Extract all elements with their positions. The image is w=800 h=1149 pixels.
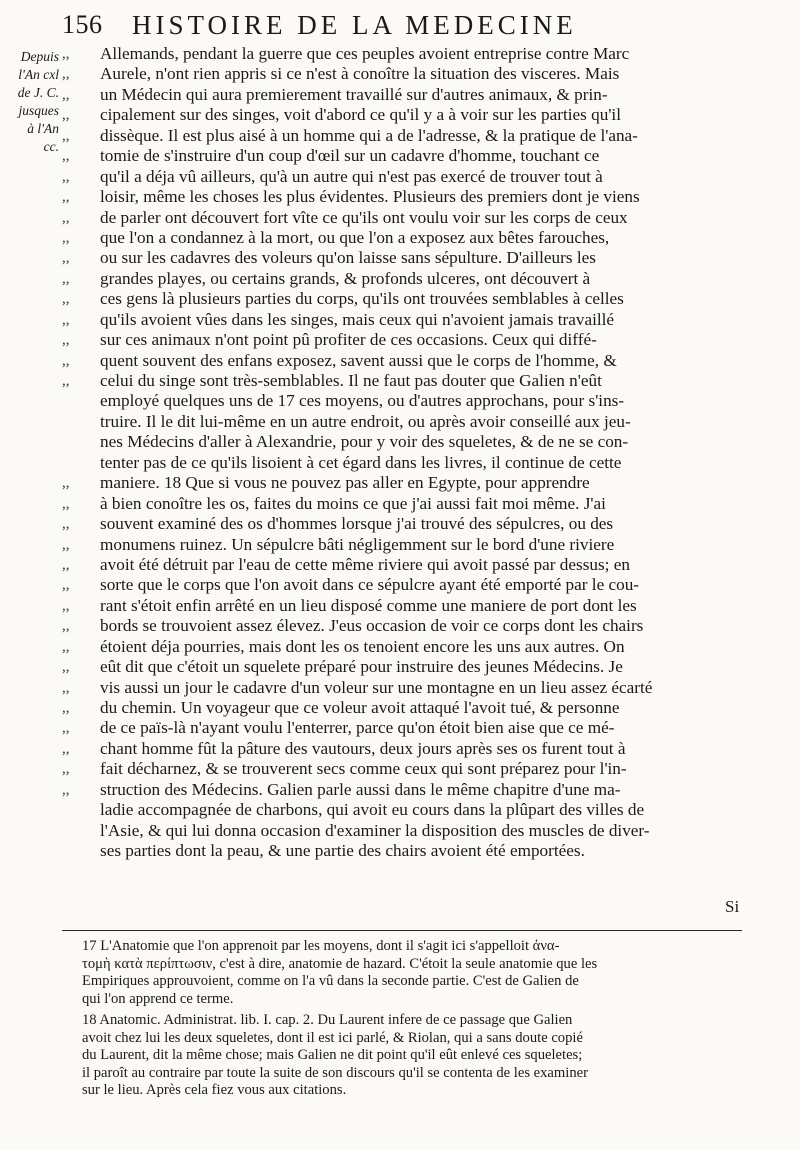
quotation-mark: ,, xyxy=(62,597,70,614)
quotation-mark: ,, xyxy=(62,373,70,389)
quotation-mark: ,, xyxy=(62,189,70,206)
text-line-content: monumens ruinez. Un sépulcre bâti négligemment sur le bord d'une riviere xyxy=(100,534,615,554)
text-line-content: fait décharnez, & se trouverent secs comme ceux qui sont préparez pour l'in- xyxy=(100,759,627,779)
quotation-mark: ,, xyxy=(62,679,70,696)
text-line xyxy=(100,432,740,452)
margin-note-line: Depuis xyxy=(20,49,59,64)
text-line xyxy=(62,166,740,187)
quotation-mark: ,, xyxy=(62,720,70,737)
text-line xyxy=(62,595,740,616)
quotation-mark: ,, xyxy=(62,311,70,328)
text-line-content: maniere. 18 Que si vous ne pouvez pas aller en Egypte, pour apprendre xyxy=(100,473,590,493)
text-line xyxy=(62,248,740,268)
text-line-content: employé quelques uns de 17 ces moyens, ou d'autres approchans, pour s'ins- xyxy=(100,391,625,411)
text-line-content: qu'il a déja vû ailleurs, qu'à un autre qui n'est pas exercé de trouver tout à xyxy=(100,166,603,186)
text-line-content: que l'on a condannez à la mort, ou que l'on a exposez aux bêtes farouches, xyxy=(100,227,610,247)
text-line xyxy=(62,84,740,105)
margin-note-line: jusques xyxy=(18,103,59,118)
margin-note xyxy=(3,48,59,156)
text-line-content: truire. Il le dit lui-même en un autre endroit, ou après avoir conseillé aux jeu- xyxy=(100,411,631,431)
footnote-line: 17 L'Anatomie que l'on apprenoit par les moyens, dont il s'agit ici s'appelloit ἀνα- xyxy=(82,938,560,954)
body-text xyxy=(62,44,740,862)
quotation-mark: ,, xyxy=(62,761,70,778)
text-line-content: bords se trouvoient assez élevez. J'eus occasion de voir ce corps dont les chairs xyxy=(100,616,644,636)
text-line xyxy=(62,207,740,228)
text-line xyxy=(62,493,740,514)
text-line-content: grandes playes, ou certains grands, & profonds ulceres, ont découvert à xyxy=(100,268,591,288)
text-line xyxy=(62,105,740,125)
quotation-mark: ,, xyxy=(62,740,70,757)
footnotes xyxy=(82,938,747,1100)
footnote-line: du Laurent, dit la même chose; mais Galien ne dit point qu'il eût enlevé ces squeletes; xyxy=(82,1047,583,1063)
text-line-content: de parler ont découvert fort vîte ce qu'ils ont voulu voir sur les corps de ceux xyxy=(100,207,628,227)
text-line-content: de ce païs-là n'ayant voulu l'enterrer, parce qu'on étoit bien aise que ce mé- xyxy=(100,718,615,738)
text-line-content: tenter pas de ce qu'ils lisoient à cet égard dans les livres, il continue de cette xyxy=(100,452,622,472)
footnote-line: Empiriques approuvoient, comme on l'a vû dans la seconde partie. C'est de Galien de xyxy=(82,973,579,989)
quotation-mark: ,, xyxy=(62,107,70,124)
text-line xyxy=(62,779,740,800)
text-line-content: l'Asie, & qui lui donna occasion d'examiner la disposition des muscles de diver- xyxy=(100,820,650,840)
quotation-mark: ,, xyxy=(62,291,70,308)
text-line xyxy=(62,350,740,371)
text-line xyxy=(62,473,740,493)
text-line xyxy=(62,738,740,759)
footnote-rule xyxy=(62,930,742,931)
quotation-mark: ,, xyxy=(62,270,70,287)
quotation-mark: ,, xyxy=(62,536,70,553)
text-line-content: souvent examiné des os d'hommes lorsque j'ai trouvé des sépulcres, ou des xyxy=(100,514,614,534)
text-line-content: tomie de s'instruire d'un coup d'œil sur un cadavre d'homme, touchant ce xyxy=(100,146,600,166)
quotation-mark: ,, xyxy=(62,475,70,492)
quotation-mark: ,, xyxy=(62,659,70,676)
text-line xyxy=(62,268,740,289)
text-line xyxy=(100,821,740,841)
text-line-content: Aurele, n'ont rien appris si ce n'est à conoître la situation des visceres. Mais xyxy=(100,64,620,84)
text-line xyxy=(62,636,740,657)
text-line xyxy=(62,534,740,555)
text-line-content: eût dit que c'étoit un squelete préparé pour instruire des jeunes Médecins. Je xyxy=(100,657,623,677)
quotation-mark: ,, xyxy=(62,148,70,165)
quotation-mark: ,, xyxy=(62,229,70,246)
text-line-content: étoient déja pourries, mais dont les os tenoient encore les uns aux autres. On xyxy=(100,636,625,656)
text-line xyxy=(62,514,740,534)
text-line-content: struction des Médecins. Galien parle aussi dans le même chapitre d'une ma- xyxy=(100,779,621,799)
text-line xyxy=(100,841,740,861)
text-line xyxy=(100,800,740,820)
text-line xyxy=(62,616,740,636)
quotation-mark: ,, xyxy=(62,556,70,573)
margin-note-line: cc. xyxy=(43,139,59,154)
text-line-content: à bien conoître les os, faites du moins ce que j'ai aussi fait moi même. J'ai xyxy=(100,493,606,513)
text-line xyxy=(62,677,740,698)
text-line xyxy=(62,657,740,677)
margin-note-line: de J. C. xyxy=(17,85,59,100)
text-line xyxy=(62,64,740,84)
text-line-content: quent souvent des enfans exposez, savent aussi que le corps de l'homme, & xyxy=(100,350,617,370)
quotation-mark: ,, xyxy=(62,781,70,798)
text-line xyxy=(62,698,740,718)
text-line xyxy=(100,412,740,432)
running-title: HISTOIRE DE LA MEDECINE xyxy=(132,10,577,40)
text-line-content: sur ces animaux n'ont point pû profiter de ces occasions. Ceux qui diffé- xyxy=(100,330,597,350)
text-line-content: cipalement sur des singes, voit d'abord ce qu'il y a à voir sur les parties qu'il xyxy=(100,105,621,125)
text-line-content: sorte que le corps que l'on avoit dans ce sépulcre ayant été emporté par le cou- xyxy=(100,575,640,595)
quotation-mark: ,, xyxy=(62,352,70,369)
text-line-content: du chemin. Un voyageur que ce voleur avoit attaqué l'avoit tué, & personne xyxy=(100,698,620,717)
footnote-line: il paroît au contraire par toute la suite de son discours qu'il se contenta de les examiner xyxy=(82,1064,588,1081)
quotation-mark: ,, xyxy=(62,577,70,594)
quotation-mark: ,, xyxy=(62,209,70,226)
text-line-content: nes Médecins d'aller à Alexandrie, pour y voir des squeletes, & de ne se con- xyxy=(100,432,629,452)
text-line xyxy=(100,391,740,411)
text-line xyxy=(62,759,740,779)
text-line-content: ses parties dont la peau, & une partie des chairs avoient été emportées. xyxy=(100,841,585,861)
text-line xyxy=(62,289,740,309)
text-line-content: avoit été détruit par l'eau de cette même riviere qui avoit passé par dessus; en xyxy=(100,554,630,574)
footnote-line: τομὴ κατὰ περίπτωσιν, c'est à dire, anatomie de hazard. C'étoit la seule anatomie que les xyxy=(82,955,598,972)
text-line xyxy=(62,718,740,738)
page-header xyxy=(62,8,752,44)
text-line xyxy=(100,453,740,473)
catchword: Si xyxy=(725,897,740,916)
text-line-content: vis aussi un jour le cadavre d'un voleur sur une montagne en un lieu assez écarté xyxy=(100,677,653,697)
text-line xyxy=(62,125,740,146)
quotation-mark: ,, xyxy=(62,86,70,103)
quotation-mark: ,, xyxy=(62,332,70,349)
text-line xyxy=(62,309,740,330)
text-line-content: rant s'étoit enfin arrêté en un lieu disposé comme une maniere de port dont les xyxy=(100,595,637,615)
quotation-mark: ,, xyxy=(62,495,70,512)
text-line-content: ces gens là plusieurs parties du corps, qu'ils ont trouvées semblables à celles xyxy=(100,289,624,309)
page-number: 156 xyxy=(62,10,103,39)
text-line xyxy=(62,330,740,350)
quotation-mark: ,, xyxy=(62,46,70,62)
text-line-content: celui du singe sont très-semblables. Il ne faut pas douter que Galien n'eût xyxy=(100,371,602,390)
text-line xyxy=(62,44,740,64)
quotation-mark: ,, xyxy=(62,250,70,267)
quotation-mark: ,, xyxy=(62,66,70,83)
text-line-content: Allemands, pendant la guerre que ces peuples avoient entreprise contre Marc xyxy=(100,44,630,63)
quotation-mark: ,, xyxy=(62,618,70,635)
text-line xyxy=(62,575,740,595)
text-line-content: ou sur les cadavres des voleurs qu'on laisse sans sépulture. D'ailleurs les xyxy=(100,248,596,268)
quotation-mark: ,, xyxy=(62,127,70,144)
text-line-content: dissèque. Il est plus aisé à un homme qui a de l'adresse, & la pratique de l'ana- xyxy=(100,125,638,145)
quotation-mark: ,, xyxy=(62,168,70,185)
text-line-content: ladie accompagnée de charbons, qui avoit eu cours dans la plûpart des villes de xyxy=(100,800,645,820)
text-line-content: loisir, même les choses les plus évidentes. Plusieurs des premiers dont je viens xyxy=(100,187,640,207)
text-line-content: un Médecin qui aura premierement travaillé sur d'autres animaux, & prin- xyxy=(100,84,608,104)
text-line xyxy=(62,227,740,248)
text-line-content: chant homme fût la pâture des vautours, deux jours après ses os furent tout à xyxy=(100,738,626,758)
footnote-line: 18 Anatomic. Administrat. lib. I. cap. 2. Du Laurent infere de ce passage que Galien xyxy=(82,1012,573,1028)
footnote-line: qui l'on apprend ce terme. xyxy=(82,990,234,1007)
text-line xyxy=(62,187,740,207)
footnote-line: sur le lieu. Après cela fiez vous aux citations. xyxy=(82,1082,347,1098)
footnote-line: avoit chez lui les deux squeletes, dont il est ici parlé, & Riolan, qui a sans doute copié xyxy=(82,1029,583,1046)
margin-note-line: à l'An xyxy=(27,121,59,136)
text-line xyxy=(62,371,740,391)
text-line xyxy=(62,554,740,575)
margin-note-line: l'An cxl xyxy=(18,67,59,82)
text-line xyxy=(62,146,740,166)
quotation-mark: ,, xyxy=(62,700,70,716)
quotation-mark: ,, xyxy=(62,516,70,533)
text-line-content: qu'ils avoient vûes dans les singes, mais ceux qui n'avoient jamais travaillé xyxy=(100,309,615,329)
quotation-mark: ,, xyxy=(62,638,70,655)
